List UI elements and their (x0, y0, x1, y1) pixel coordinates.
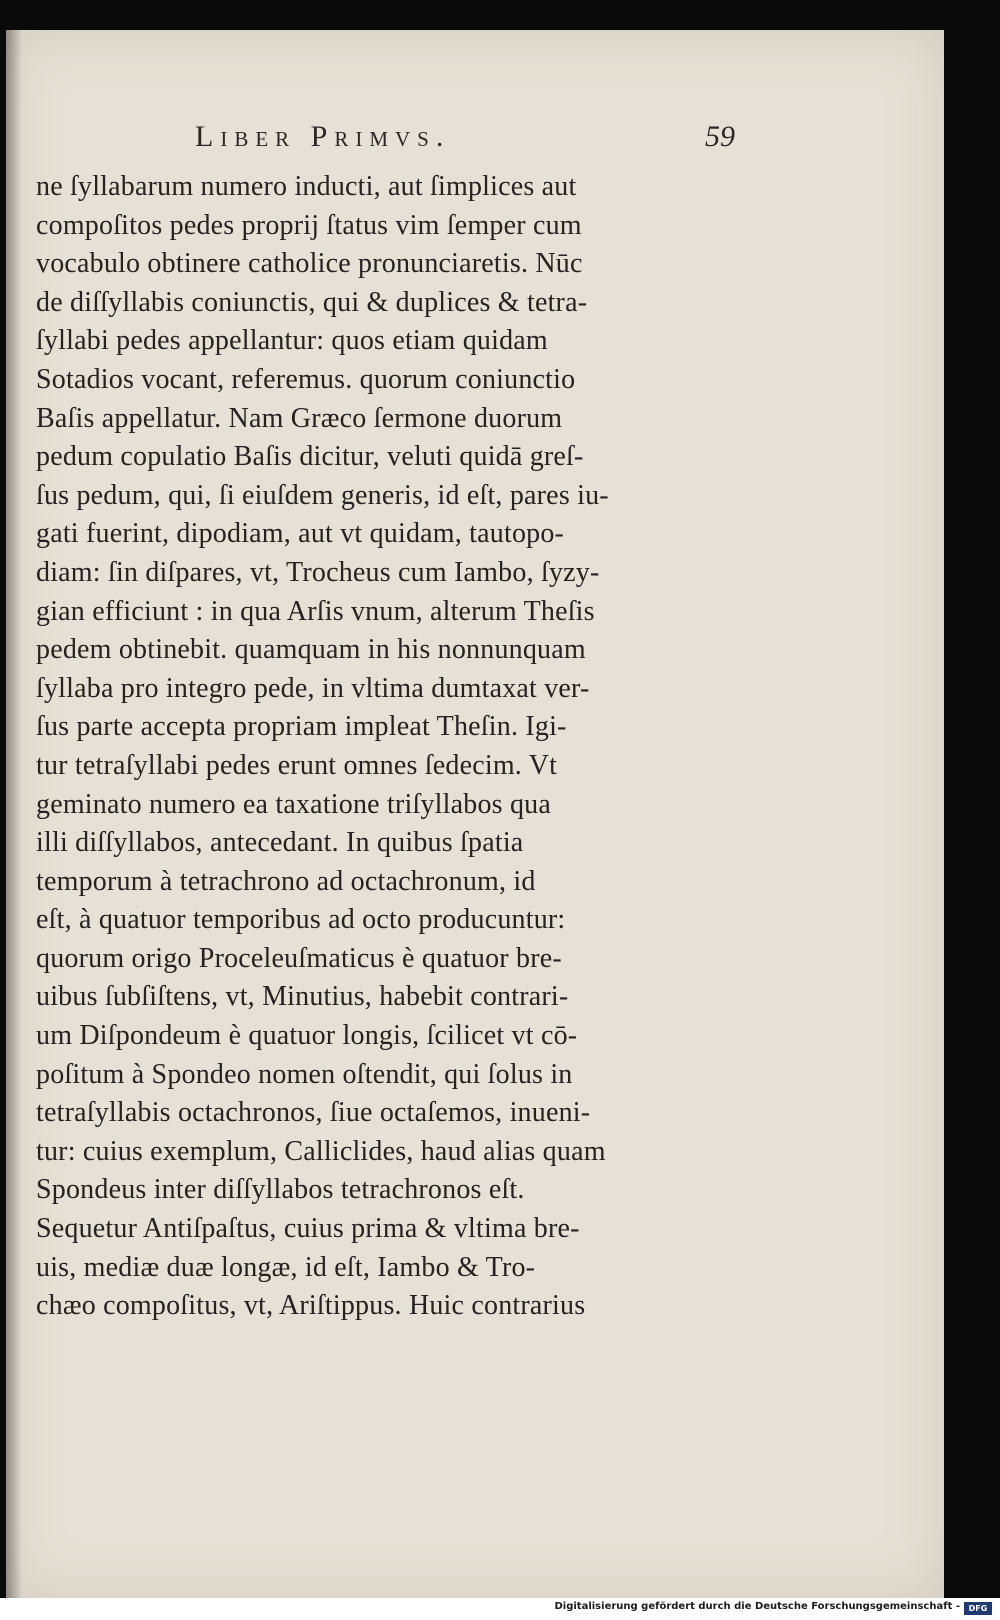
page-number: 59 (705, 120, 735, 153)
text-line: ſus parte accepta propriam impleat Theſin. Igi- (36, 711, 567, 743)
text-line: ſus pedum, qui, ſi eiuſdem generis, id eſt, pares iu- (36, 479, 609, 511)
text-line: diam: ſin diſpares, vt, Trocheus cum Iambo, ſyzy- (36, 556, 600, 588)
body-text (36, 168, 736, 1326)
dfg-logo: DFG (964, 1602, 992, 1615)
text-line: tur tetraſyllabi pedes erunt omnes ſedecim. Vt (36, 749, 558, 781)
page-gutter-shadow (6, 30, 22, 1598)
text-line: chæo compoſitus, vt, Ariſtippus. Huic contrarius (36, 1290, 586, 1322)
text-line: pedum copulatio Baſis dicitur, veluti quidā greſ- (36, 441, 584, 473)
text-line: pedem obtinebit. quamquam in his nonnunquam (36, 634, 586, 666)
text-line: Sotadios vocant, referemus. quorum coniunctio (36, 363, 576, 395)
text-line: ne ſyllabarum numero inducti, aut ſimplices aut (36, 171, 577, 202)
text-line: de diſſyllabis coniunctis, qui & duplices & tetra- (36, 286, 588, 318)
funding-credit: Digitalisierung gefördert durch die Deutsche Forschungsgemeinschaft - (554, 1601, 960, 1612)
text-line: eſt, à quatuor temporibus ad octo producuntur: (36, 904, 566, 936)
text-line: vocabulo obtinere catholice pronunciaretis. Nūc (36, 248, 583, 280)
text-line: Sequetur Antiſpaſtus, cuius prima & vltima bre- (36, 1213, 580, 1245)
text-line: ſyllaba pro integro pede, in vltima dumtaxat ver- (36, 672, 590, 704)
text-line: tur: cuius exemplum, Calliclides, haud alias quam (36, 1135, 606, 1167)
text-line: temporum à tetrachrono ad octachronum, id (36, 865, 536, 897)
page-header (195, 120, 735, 160)
text-line: um Diſpondeum è quatuor longis, ſcilicet vt cō- (36, 1020, 578, 1052)
text-line: poſitum à Spondeo nomen oſtendit, qui ſolus in (36, 1058, 573, 1090)
text-line: ſyllabi pedes appellantur: quos etiam quidam (36, 325, 548, 357)
text-line: Spondeus inter diſſyllabos tetrachronos eſt. (36, 1174, 525, 1206)
text-line: gian efficiunt : in qua Arſis vnum, alterum Theſis (36, 595, 595, 627)
text-line: tetraſyllabis octachronos, ſiue octaſemos, inueni- (36, 1097, 591, 1129)
text-line: geminato numero ea taxatione triſyllabos qua (36, 788, 551, 820)
running-title: Liber Primvs. (195, 120, 451, 153)
text-line: gati fuerint, dipodiam, aut vt quidam, tautopo- (36, 518, 565, 550)
text-line: compoſitos pedes proprij ſtatus vim ſemper cum (36, 209, 582, 241)
text-line: uibus ſubſiſtens, vt, Minutius, habebit contrari- (36, 981, 569, 1013)
digitization-footer (0, 1598, 1000, 1620)
text-line: uis, mediæ duæ longæ, id eſt, Iambo & Tro- (36, 1251, 536, 1283)
text-line: Baſis appellatur. Nam Græco ſermone duorum (36, 402, 563, 434)
text-line: illi diſſyllabos, antecedant. In quibus ſpatia (36, 827, 524, 859)
text-line: quorum origo Proceleuſmaticus è quatuor bre- (36, 942, 562, 974)
